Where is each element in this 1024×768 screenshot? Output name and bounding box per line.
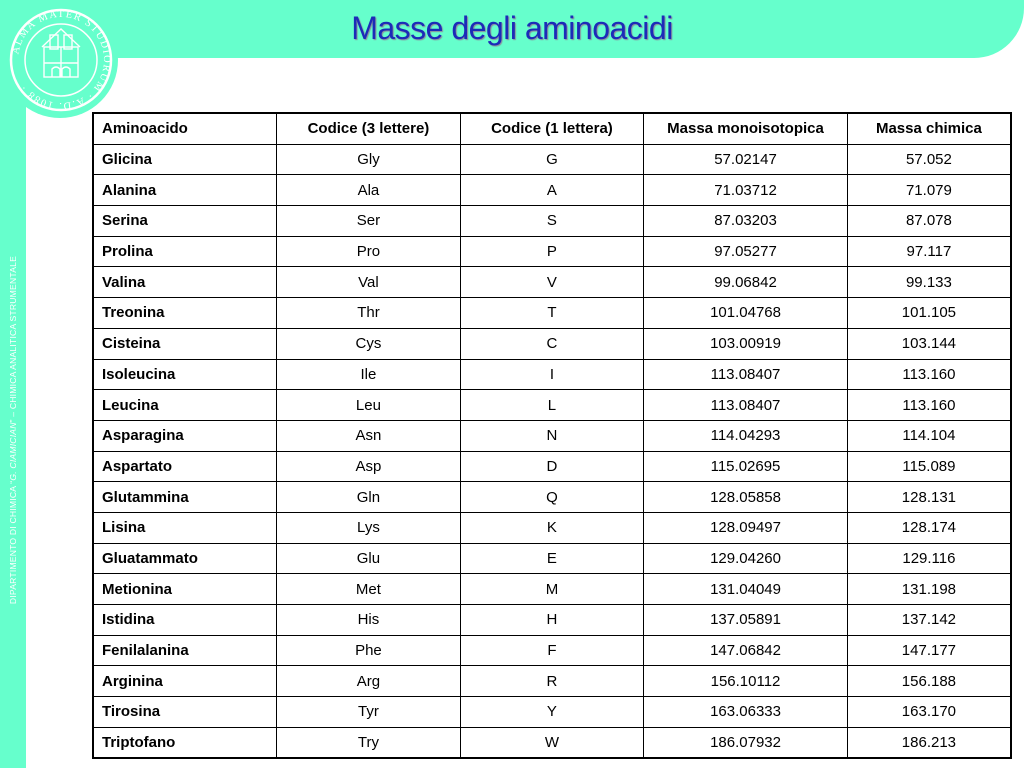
table-row: [93, 574, 1011, 605]
cell-aminoacido: Metionina: [93, 574, 277, 605]
cell-massa-monoisotopica: 97.05277: [644, 236, 848, 267]
cell-aminoacido: Arginina: [93, 666, 277, 697]
cell-aminoacido: Lisina: [93, 512, 277, 543]
table-row: [93, 298, 1011, 329]
cell-codice-3: Glu: [277, 543, 461, 574]
cell-aminoacido: Treonina: [93, 298, 277, 329]
cell-codice-3: Thr: [277, 298, 461, 329]
cell-codice-1: V: [460, 267, 644, 298]
cell-massa-chimica: 113.160: [847, 390, 1011, 421]
cell-aminoacido: Serina: [93, 206, 277, 237]
cell-massa-chimica: 57.052: [847, 144, 1011, 175]
cell-massa-monoisotopica: 156.10112: [644, 666, 848, 697]
cell-aminoacido: Prolina: [93, 236, 277, 267]
cell-massa-monoisotopica: 129.04260: [644, 543, 848, 574]
cell-massa-monoisotopica: 163.06333: [644, 697, 848, 728]
cell-codice-1: W: [460, 727, 644, 758]
table-row: [93, 635, 1011, 666]
table-row: [93, 543, 1011, 574]
cell-massa-chimica: 114.104: [847, 420, 1011, 451]
cell-codice-3: Asp: [277, 451, 461, 482]
page-title: Masse degli aminoacidi: [351, 10, 673, 46]
cell-aminoacido: Tirosina: [93, 697, 277, 728]
cell-codice-1: N: [460, 420, 644, 451]
cell-aminoacido: Asparagina: [93, 420, 277, 451]
cell-massa-monoisotopica: 113.08407: [644, 359, 848, 390]
amino-acid-mass-table: [92, 112, 1012, 759]
table-row: [93, 267, 1011, 298]
cell-codice-1: Q: [460, 482, 644, 513]
cell-massa-monoisotopica: 186.07932: [644, 727, 848, 758]
cell-codice-1: H: [460, 605, 644, 636]
table-row: [93, 666, 1011, 697]
cell-massa-chimica: 147.177: [847, 635, 1011, 666]
cell-aminoacido: Valina: [93, 267, 277, 298]
cell-codice-3: Ala: [277, 175, 461, 206]
table-row: [93, 420, 1011, 451]
side-label-prefix: DIPARTIMENTO DI CHIMICA “: [8, 480, 18, 605]
cell-codice-1: Y: [460, 697, 644, 728]
cell-codice-1: C: [460, 328, 644, 359]
cell-massa-chimica: 137.142: [847, 605, 1011, 636]
header-massa-chimica: Massa chimica: [847, 113, 1011, 144]
cell-codice-1: F: [460, 635, 644, 666]
cell-massa-chimica: 128.131: [847, 482, 1011, 513]
svg-text:ALMA MATER STUDIORUM · A.D. 10: ALMA MATER STUDIORUM · A.D. 1088 ·: [10, 8, 113, 112]
cell-codice-3: Pro: [277, 236, 461, 267]
table-row: [93, 605, 1011, 636]
table-row: [93, 144, 1011, 175]
table-header-row: [93, 113, 1011, 144]
cell-codice-1: M: [460, 574, 644, 605]
cell-codice-3: Phe: [277, 635, 461, 666]
table-row: [93, 727, 1011, 758]
cell-massa-chimica: 71.079: [847, 175, 1011, 206]
cell-massa-chimica: 156.188: [847, 666, 1011, 697]
table-row: [93, 236, 1011, 267]
cell-massa-monoisotopica: 147.06842: [644, 635, 848, 666]
cell-codice-1: E: [460, 543, 644, 574]
header-codice-1: Codice (1 lettera): [460, 113, 644, 144]
cell-massa-monoisotopica: 128.05858: [644, 482, 848, 513]
cell-aminoacido: Glicina: [93, 144, 277, 175]
cell-codice-1: L: [460, 390, 644, 421]
cell-massa-chimica: 128.174: [847, 512, 1011, 543]
table-row: [93, 328, 1011, 359]
cell-massa-monoisotopica: 103.00919: [644, 328, 848, 359]
cell-massa-monoisotopica: 128.09497: [644, 512, 848, 543]
cell-codice-3: Gln: [277, 482, 461, 513]
cell-codice-1: K: [460, 512, 644, 543]
table-row: [93, 512, 1011, 543]
cell-massa-chimica: 87.078: [847, 206, 1011, 237]
cell-aminoacido: Leucina: [93, 390, 277, 421]
cell-codice-3: Lys: [277, 512, 461, 543]
header-aminoacido: Aminoacido: [93, 113, 277, 144]
cell-aminoacido: Isoleucina: [93, 359, 277, 390]
cell-massa-chimica: 163.170: [847, 697, 1011, 728]
header-massa-monoisotopica: Massa monoisotopica: [644, 113, 848, 144]
cell-aminoacido: Aspartato: [93, 451, 277, 482]
table-row: [93, 359, 1011, 390]
table-row: [93, 482, 1011, 513]
cell-codice-1: R: [460, 666, 644, 697]
cell-codice-1: D: [460, 451, 644, 482]
side-label-suffix: ” – CHIMICA ANALITICA STRUMENTALE: [8, 255, 18, 423]
cell-massa-monoisotopica: 137.05891: [644, 605, 848, 636]
cell-codice-3: His: [277, 605, 461, 636]
cell-massa-monoisotopica: 87.03203: [644, 206, 848, 237]
table-row: [93, 390, 1011, 421]
cell-codice-3: Gly: [277, 144, 461, 175]
table-row: [93, 206, 1011, 237]
cell-massa-chimica: 101.105: [847, 298, 1011, 329]
cell-massa-monoisotopica: 115.02695: [644, 451, 848, 482]
table-row: [93, 451, 1011, 482]
cell-codice-1: P: [460, 236, 644, 267]
cell-aminoacido: Istidina: [93, 605, 277, 636]
header-codice-3: Codice (3 lettere): [277, 113, 461, 144]
cell-massa-chimica: 115.089: [847, 451, 1011, 482]
cell-aminoacido: Cisteina: [93, 328, 277, 359]
cell-massa-chimica: 99.133: [847, 267, 1011, 298]
cell-codice-1: T: [460, 298, 644, 329]
cell-codice-3: Ile: [277, 359, 461, 390]
cell-codice-3: Leu: [277, 390, 461, 421]
cell-codice-1: G: [460, 144, 644, 175]
table-row: [93, 697, 1011, 728]
cell-massa-monoisotopica: 99.06842: [644, 267, 848, 298]
cell-massa-monoisotopica: 114.04293: [644, 420, 848, 451]
table-row: [93, 175, 1011, 206]
cell-aminoacido: Glutammina: [93, 482, 277, 513]
cell-codice-1: A: [460, 175, 644, 206]
cell-aminoacido: Triptofano: [93, 727, 277, 758]
cell-massa-monoisotopica: 101.04768: [644, 298, 848, 329]
cell-codice-1: I: [460, 359, 644, 390]
cell-aminoacido: Fenilalanina: [93, 635, 277, 666]
side-label-name: G. CIAMICIAN: [8, 422, 18, 481]
cell-massa-chimica: 97.117: [847, 236, 1011, 267]
cell-aminoacido: Gluatammato: [93, 543, 277, 574]
cell-codice-3: Ser: [277, 206, 461, 237]
cell-massa-monoisotopica: 113.08407: [644, 390, 848, 421]
cell-massa-chimica: 129.116: [847, 543, 1011, 574]
cell-massa-chimica: 113.160: [847, 359, 1011, 390]
cell-aminoacido: Alanina: [93, 175, 277, 206]
cell-codice-3: Asn: [277, 420, 461, 451]
cell-massa-monoisotopica: 57.02147: [644, 144, 848, 175]
cell-codice-3: Arg: [277, 666, 461, 697]
cell-massa-monoisotopica: 131.04049: [644, 574, 848, 605]
cell-massa-chimica: 103.144: [847, 328, 1011, 359]
cell-codice-3: Cys: [277, 328, 461, 359]
side-department-label: [7, 180, 19, 680]
cell-massa-monoisotopica: 71.03712: [644, 175, 848, 206]
cell-codice-3: Try: [277, 727, 461, 758]
cell-codice-3: Met: [277, 574, 461, 605]
cell-massa-chimica: 131.198: [847, 574, 1011, 605]
cell-massa-chimica: 186.213: [847, 727, 1011, 758]
cell-codice-3: Val: [277, 267, 461, 298]
cell-codice-1: S: [460, 206, 644, 237]
cell-codice-3: Tyr: [277, 697, 461, 728]
